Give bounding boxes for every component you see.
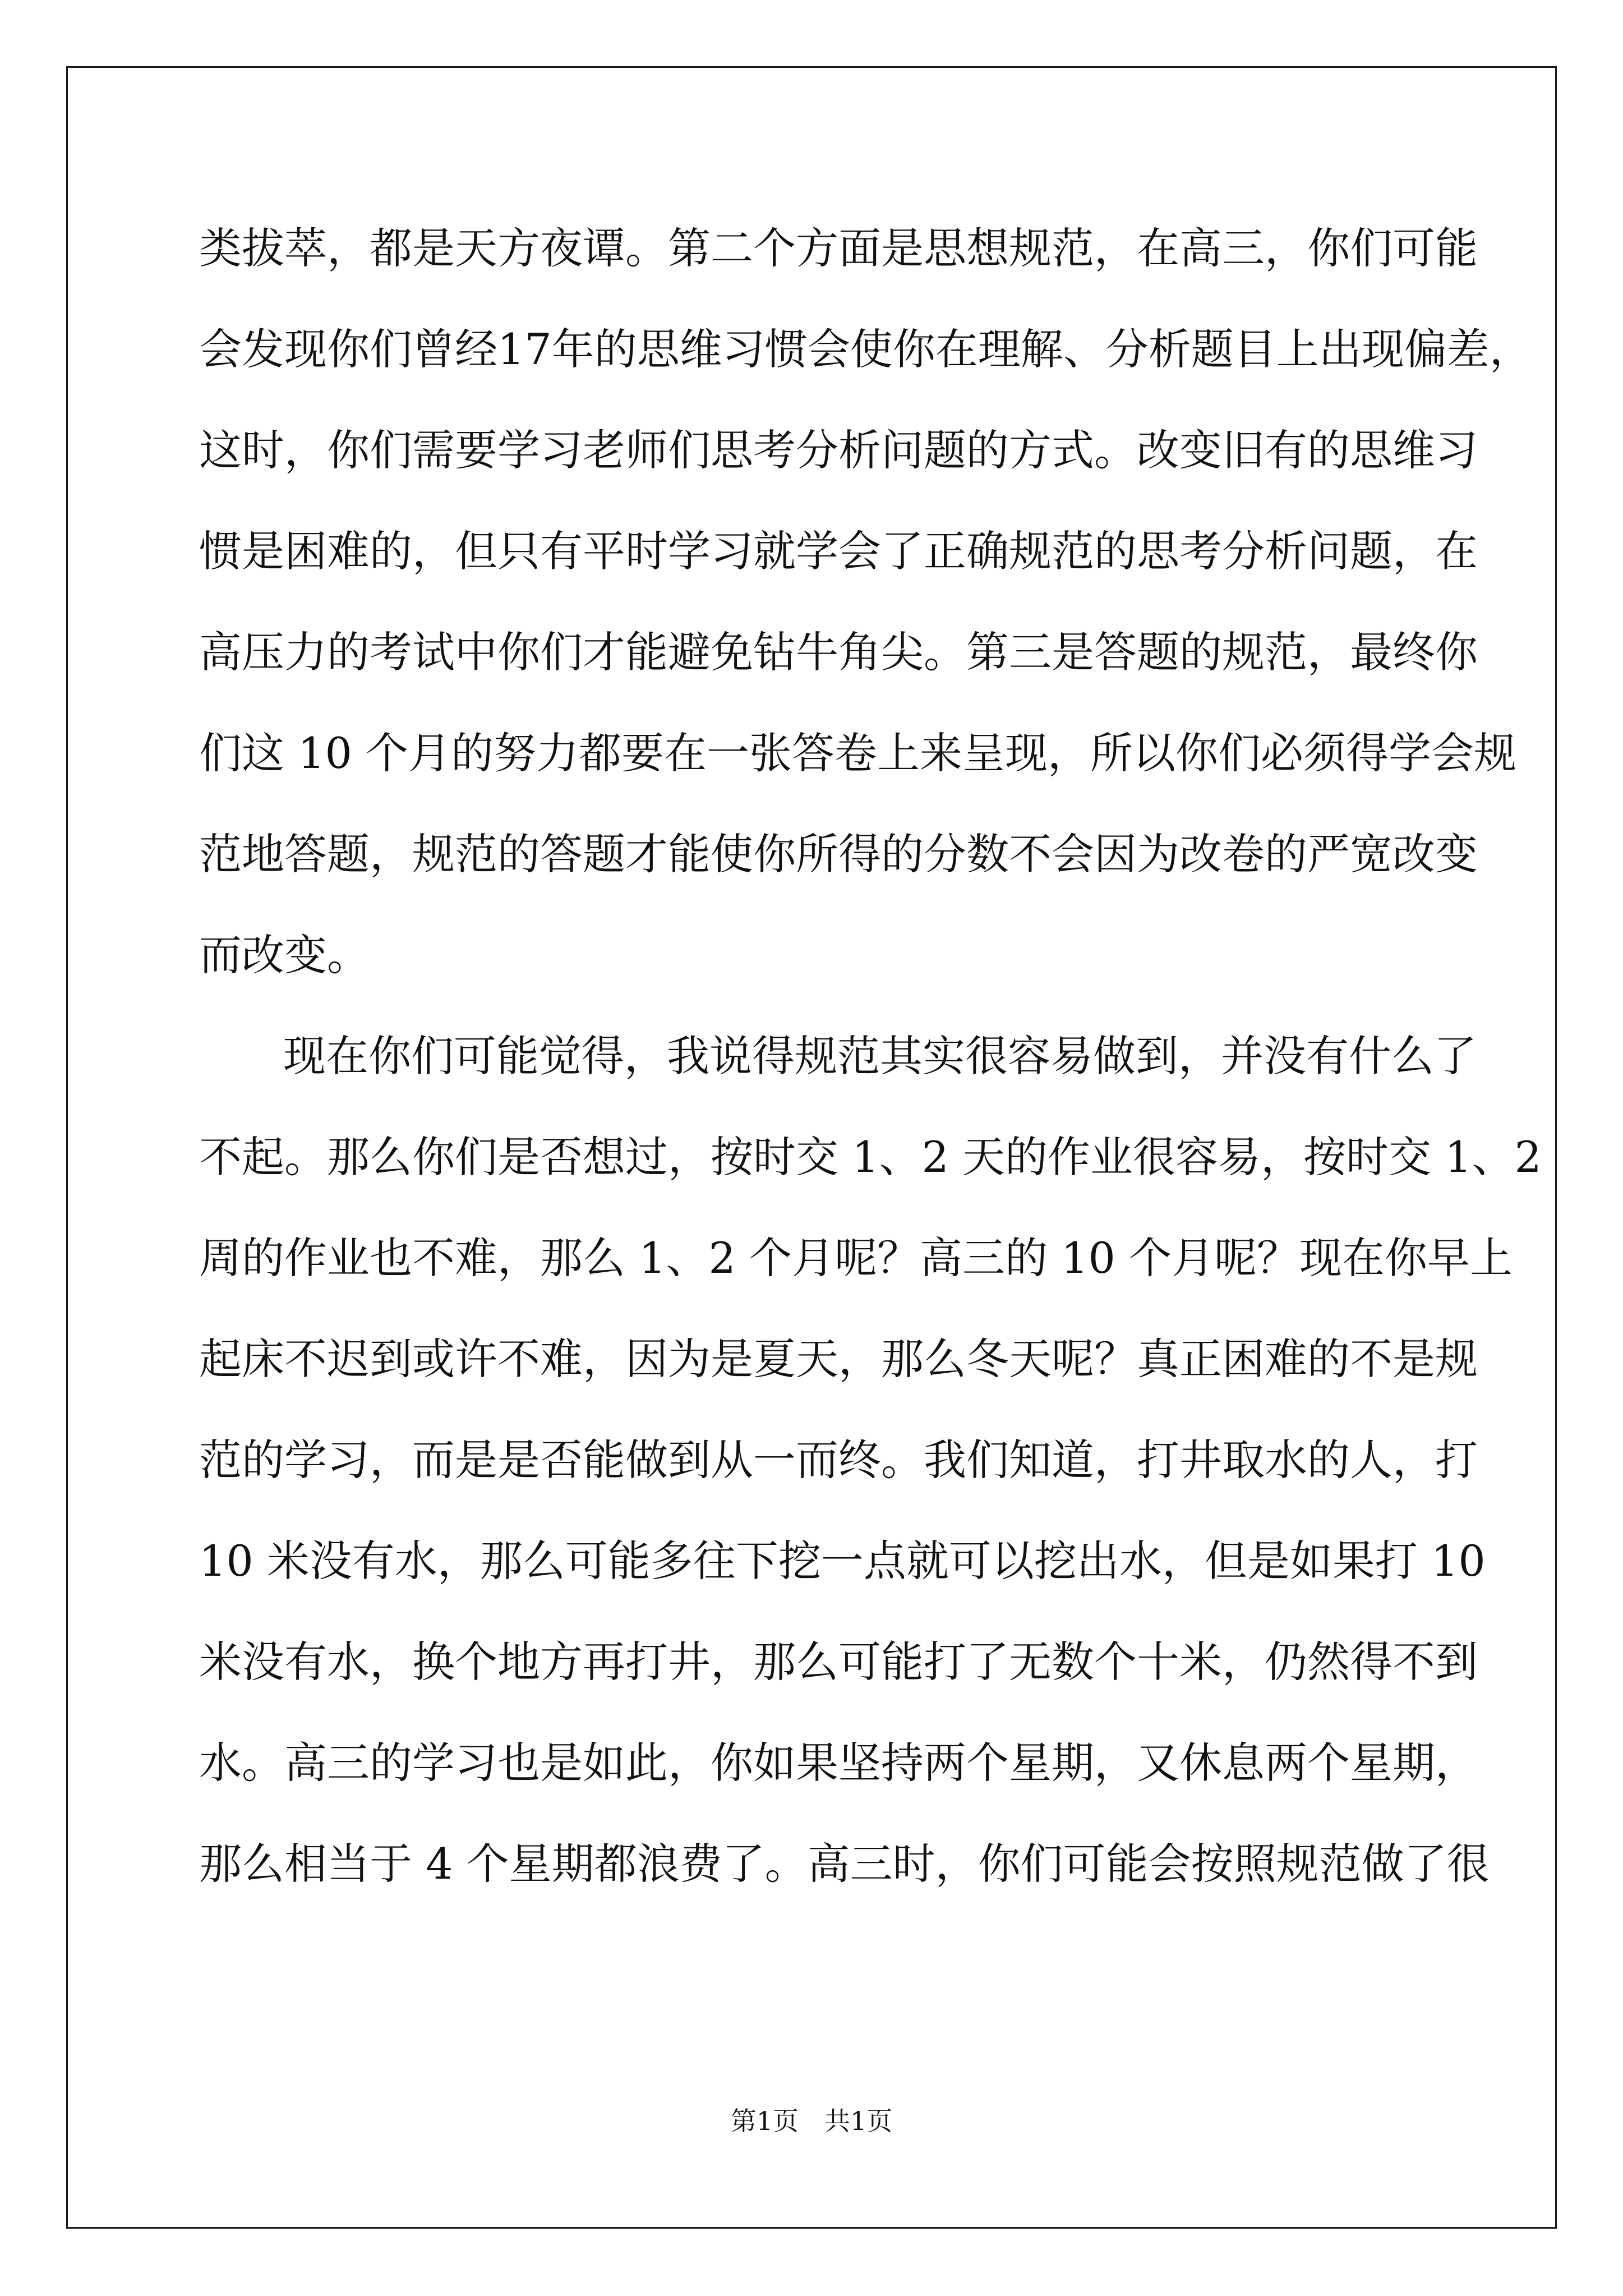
paragraph-first-line: 现在你们可能觉得，我说得规范其实很容易做到，并没有什么了 — [283, 1031, 1477, 1081]
text-line: 高压力的考试中你们才能避免钻牛角尖。第三是答题的规范，最终你 — [199, 627, 1478, 677]
text-line: 范的学习，而是是否能做到从一而终。我们知道，打井取水的人，打 — [199, 1435, 1478, 1485]
text-line: 周的作业也不难，那么 1、2 个月呢？高三的 10 个月呢？现在你早上 — [199, 1233, 1513, 1283]
text-line: 不起。那么你们是否想过，按时交 1、2 天的作业很容易，按时交 1、2 — [199, 1132, 1542, 1182]
page-number-footer: 第1页 共1页 — [730, 2106, 893, 2136]
text-line: 米没有水，换个地方再打井，那么可能打了无数个十米，仍然得不到 — [199, 1637, 1478, 1687]
text-line: 惯是困难的，但只有平时学习就学会了正确规范的思考分析问题，在 — [199, 526, 1478, 576]
text-line: 类拔萃，都是天方夜谭。第二个方面是思想规范，在高三，你们可能 — [199, 223, 1478, 273]
text-line: 起床不迟到或许不难，因为是夏天，那么冬天呢？真正困难的不是规 — [199, 1334, 1478, 1384]
text-line: 10 米没有水，那么可能多往下挖一点就可以挖出水，但是如果打 10 — [199, 1536, 1486, 1586]
text-line: 水。高三的学习也是如此，你如果坚持两个星期，又休息两个星期， — [199, 1738, 1478, 1788]
text-line: 而改变。 — [199, 930, 370, 980]
text-line: 这时，你们需要学习老师们思考分析问题的方式。改变旧有的思维习 — [199, 425, 1478, 475]
text-line: 那么相当于 4 个星期都浪费了。高三时，你们可能会按照规范做了很 — [199, 1839, 1490, 1889]
text-line: 会发现你们曾经17年的思维习惯会使你在理解、分析题目上出现偏差， — [199, 324, 1532, 374]
text-line: 们这 10 个月的努力都要在一张答卷上来呈现，所以你们必须得学会规 — [199, 728, 1517, 778]
text-line: 范地答题，规范的答题才能使你所得的分数不会因为改卷的严宽改变 — [199, 829, 1478, 879]
